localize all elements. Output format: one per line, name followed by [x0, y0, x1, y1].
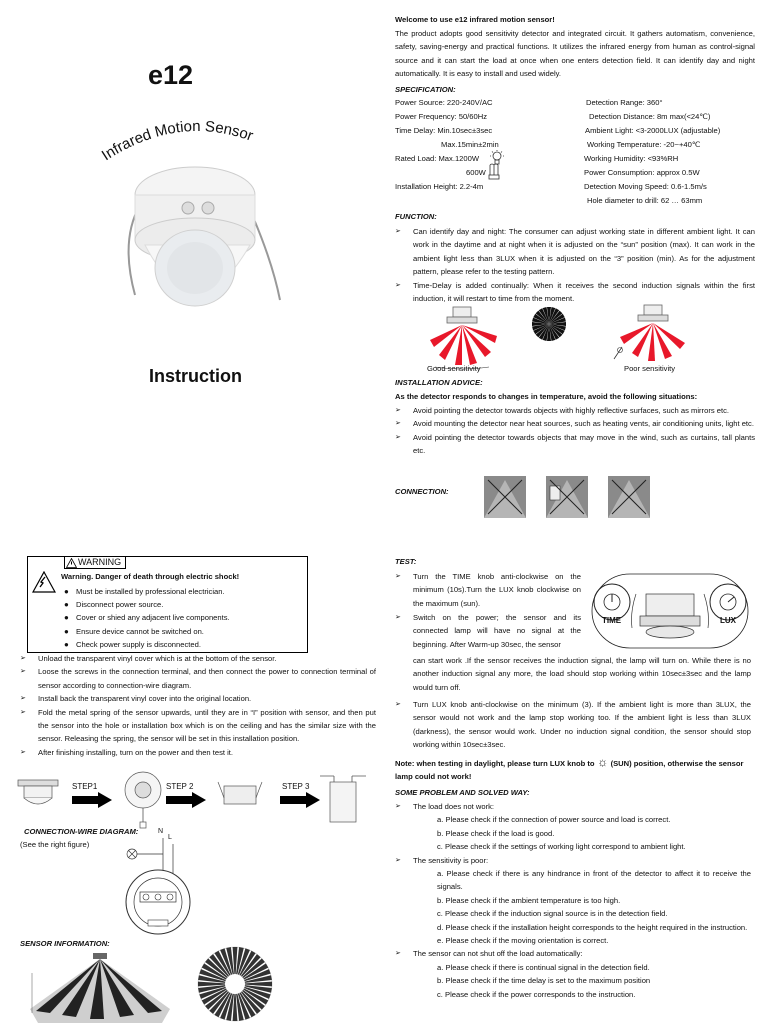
problem-item: e. Please check if the moving orientation is correct. — [437, 936, 609, 946]
test-note: Note: when testing in daylight, please turn LUX knob to ☼ (SUN) position, otherwise the sensor lamp could not work! — [395, 755, 744, 782]
test-item-2a — [395, 611, 581, 651]
advice-item-wind: ➢ Avoid pointing the detector towards objects that may move in the wind, such as curtains, tall plants etc. — [395, 432, 755, 456]
step1-label: STEP1 — [72, 782, 98, 791]
install-step-item: ➢ Install back the transparent vinyl cover into the original location. — [20, 694, 252, 704]
side-detection-diagram — [28, 953, 178, 1024]
warning-item: ● Cover or shied any adjacent live components. — [64, 613, 230, 623]
step2-arrow-icon — [166, 792, 206, 808]
step3-label: STEP 3 — [282, 782, 310, 791]
good-sensitivity-label: Good sensitivity — [427, 364, 481, 373]
spec-detection-distance: Detection Distance: 8m max(<24℃) — [589, 112, 711, 121]
mirror-warning-diagram — [484, 476, 526, 518]
sensor-product-image — [100, 150, 300, 330]
time-knob-label: TIME — [602, 616, 622, 625]
spec-heading: SPECIFICATION: — [395, 85, 456, 94]
function-heading: FUNCTION: — [395, 212, 437, 221]
good-sensitivity-diagram — [425, 305, 500, 370]
warning-list — [28, 585, 308, 651]
problem-group-title: ➢ The load does not work: — [395, 802, 495, 811]
problem-item: a. Please check if there is continual signal in the detection field. — [437, 962, 650, 972]
spec-power-frequency: Power Frequency: 50/60Hz — [395, 112, 488, 121]
test-item-1 — [395, 570, 581, 610]
warning-triangle-icon — [66, 558, 77, 568]
step2b-sensor-image — [214, 778, 266, 812]
spec-power-source: Power Source: 220-240V/AC — [395, 98, 493, 107]
wind-warning-diagram — [608, 476, 650, 518]
step3-sensor-image — [318, 768, 368, 830]
problem-item: c. Please check if the power corresponds to the instruction. — [437, 989, 636, 999]
warning-item: ● Disconnect power source. — [64, 600, 164, 610]
step1-arrow-icon — [72, 792, 112, 808]
install-step-item: ➢ Unload the transparent vinyl cover which is at the bottom of the sensor. — [20, 654, 277, 663]
problem-item: d. Please check if the installation height corresponds to the height required in the instruction. — [437, 922, 748, 932]
warning-item: ● Ensure device cannot be switched on. — [64, 626, 204, 636]
neutral-label: N — [158, 828, 164, 835]
step1-sensor-image — [14, 776, 62, 812]
spec-working-temperature: Working Temperature: -20~+40℃ — [587, 140, 701, 149]
advice-item-reflective: ➢ Avoid pointing the detector towards objects with highly reflective surfaces, such as mirrors etc. — [395, 406, 729, 415]
problem-item: c. Please check if the settings of working light correspond to ambient light. — [437, 842, 686, 852]
step2-sensor-image — [118, 768, 168, 830]
spec-installation-height: Installation Height: 2.2-4m — [395, 182, 484, 191]
problem-group-title: ➢ The sensor can not shut off the load automatically: — [395, 949, 583, 959]
problem-item: b. Please check if the load is good. — [437, 828, 555, 838]
spec-hole-diameter: Hole diameter to drill: 62 … 63mm — [587, 196, 703, 205]
welcome-heading: Welcome to use e12 infrared motion sensor! — [395, 15, 555, 24]
poor-sensitivity-diagram — [610, 303, 690, 363]
problem-group-title: ➢ The sensitivity is poor: — [395, 855, 489, 865]
install-steps-list — [20, 652, 376, 759]
fluorescent-lamp-icon — [486, 163, 502, 181]
test-heading: TEST: — [395, 557, 417, 566]
lux-knob-label: LUX — [720, 616, 736, 625]
function-item-day-night: ➢ Can identify day and night: The consumer can adjust working state in different ambient light. It can work in the daytime and at night when it is adjusted on the “sun” position (max). It can work in the ambient light less than 3LUX when it is adjusted on the “3” position (min). As for the adjustment pattern, please refer to the testing pattern. — [395, 227, 755, 277]
spec-ambient-light: Ambient Light: <3-2000LUX (adjustable) — [585, 126, 721, 135]
live-label: L — [168, 834, 172, 841]
warning-item: ● Must be installed by professional electrician. — [64, 587, 225, 596]
warning-title: Warning. Danger of death through electric shock! — [61, 572, 240, 581]
top-detection-diagram — [196, 944, 274, 1024]
warning-box — [27, 556, 308, 653]
problem-item: b. Please check if the time delay is set to the maximum position — [437, 976, 651, 986]
test-item-2b: can start work .If the sensor receives the induction signal, the lamp will turn on. While there is no another induction signal any more, the load should stop working within 10sec±3sec and the lamp would turn off. — [413, 656, 751, 692]
installation-advice-heading: INSTALLATION ADVICE: — [395, 378, 483, 387]
warning-badge: WARNING — [64, 556, 126, 569]
problem-item: c. Please check if the induction signal source is in the detection field. — [437, 909, 668, 919]
step3-arrow-icon — [280, 792, 320, 808]
install-step-item: ➢ Loose the screws in the connection terminal, and then connect the power to connection terminal of sensor according to connection-wire diagram. — [20, 667, 376, 690]
spec-moving-speed: Detection Moving Speed: 0.6-1.5m/s — [584, 182, 707, 191]
knob-diagram — [590, 572, 750, 652]
poor-sensitivity-label: Poor sensitivity — [624, 364, 676, 373]
installation-advice-list — [395, 404, 755, 458]
spec-working-humidity: Working Humidity: <93%RH — [584, 154, 679, 163]
problems-list — [395, 800, 751, 1001]
problems-heading: SOME PROBLEM AND SOLVED WAY: — [395, 788, 530, 797]
test-item-switch-on: ➢ Switch on the power; the sensor and its connected lamp will have no signal at the beginning. After Warm-up 30sec, the sensor — [395, 613, 581, 649]
wiring-circuit — [118, 838, 198, 940]
function-list — [395, 225, 755, 305]
knob-diagram-art — [590, 572, 750, 652]
wiring-note: (See the right figure) — [20, 840, 90, 849]
instruction-title: Instruction — [149, 366, 242, 386]
product-code: e12 — [148, 60, 194, 90]
spec-time-delay-min: Time Delay: Min.10sec±3sec — [395, 126, 493, 135]
wiring-diagram — [118, 828, 198, 940]
test-item-time-knob: ➢ Turn the TIME knob anti-clockwise on the minimum (10s).Turn the LUX knob clockwise on the maximum (sun). — [395, 572, 581, 608]
svg-text:Infrared Motion Sensor: Infrared Motion Sensor — [98, 117, 256, 165]
test-item-3 — [395, 698, 751, 752]
spec-time-delay-max: Max.15min±2min — [441, 140, 499, 149]
connection-heading: CONNECTION: — [395, 487, 449, 496]
connection-diagrams — [484, 476, 644, 518]
advice-item-heat: ➢ Avoid mounting the detector near heat sources, such as heating vents, air conditioning units, light etc. — [395, 419, 754, 429]
spec-detection-range: Detection Range: 360° — [586, 98, 663, 107]
installation-advice-lead: As the detector responds to changes in temperature, avoid the following situations: — [395, 392, 698, 401]
lens-pattern-icon — [531, 306, 567, 342]
intro-paragraph: The product adopts good sensitivity detector and integrated circuit. It gathers automatism, convenience, safety, saving-energy and practical functions. It utilizes the infrared energy from human as control-signal source and it can start the load at once when one enters detection field. It can identify day and night automatically. It is easy to install and used widely. — [395, 29, 755, 79]
problem-item: a. Please check if there is any hindrance in front of the detector to affect it to receive the signals. — [437, 869, 751, 892]
test-item-lux-knob: ➢ Turn LUX knob anti-clockwise on the minimum (3). If the ambient light is more than 3LUX, the sensor would not work and the lamp stop working too. If the ambient light is less than 3LUX (darkness), the sensor would work. Under no induction signal condition, the sensor should stop working within 10sec±3sec. — [395, 700, 751, 750]
problem-item: a. Please check if the connection of power source and load is correct. — [437, 815, 671, 825]
installation-steps-diagram — [14, 768, 374, 830]
problem-item: b. Please check if the ambient temperature is too high. — [437, 895, 621, 905]
sun-icon: ☼ — [597, 755, 609, 769]
spec-power-consumption: Power Consumption: approx 0.5W — [584, 168, 700, 177]
warning-item: ● Check power supply is disconnected. — [64, 639, 201, 649]
install-step-item: ➢ Fold the metal spring of the sensor upwards, until they are in “I” position with sensor, and then put the sensor into the hole or installation box which is on the ceiling and has the similar size with the sensor. Releasing the spring, the sensor will be set in this installation position. — [20, 707, 376, 744]
heat-warning-diagram — [546, 476, 588, 518]
sensor-info-heading: SENSOR INFORMATION: — [20, 939, 110, 948]
spec-rated-load-600: 600W — [466, 168, 486, 177]
install-step-item: ➢ After finishing installing, turn on the power and then test it. — [20, 747, 234, 757]
function-item-time-delay: ➢ Time-Delay is added continually: When it receives the second induction signals within the first induction, it will restart to time from the moment. — [395, 280, 755, 304]
step2-label: STEP 2 — [166, 782, 194, 791]
spec-rated-load: Rated Load: Max.1200W — [395, 154, 480, 163]
wiring-heading: CONNECTION-WIRE DIAGRAM: — [24, 827, 139, 836]
